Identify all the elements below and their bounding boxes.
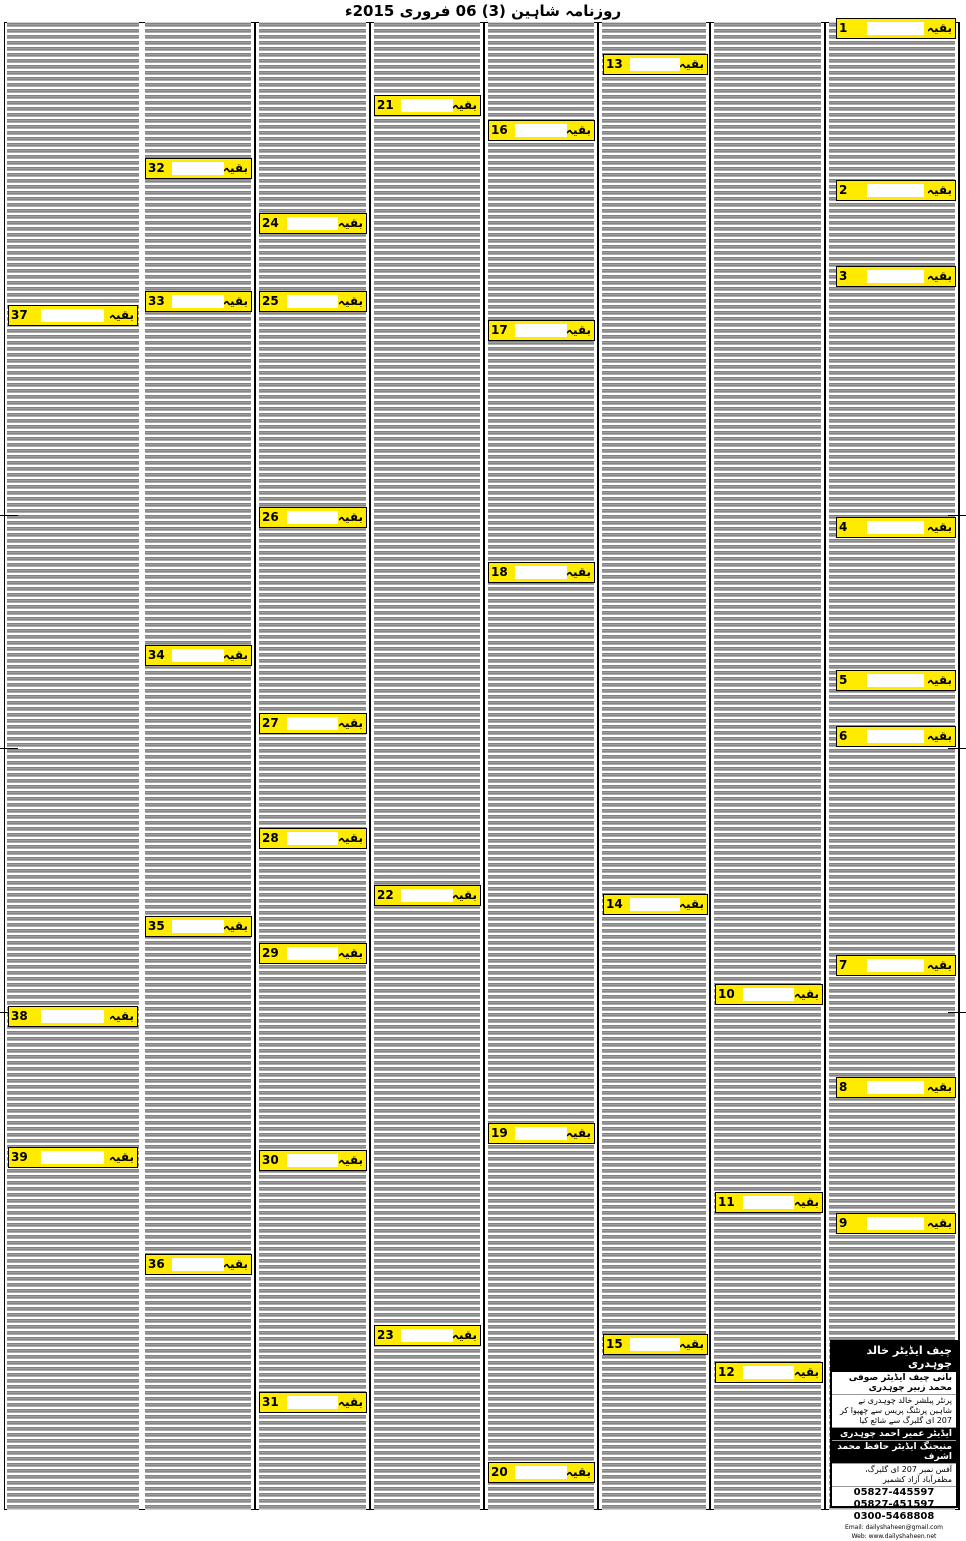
continuation-box: 33 بقیہ	[145, 291, 252, 312]
continuation-box: 24 بقیہ	[259, 213, 367, 234]
continuation-box: 22 بقیہ	[374, 885, 481, 906]
continuation-box: 1 بقیہ	[836, 18, 956, 39]
margin-tick	[0, 515, 18, 516]
phone-3: 0300-5468808	[853, 1511, 935, 1522]
phone-2: 05827-451597	[853, 1499, 935, 1510]
continuation-box: 3 بقیہ	[836, 266, 956, 287]
continuation-box: 14 بقیہ	[603, 894, 708, 915]
column-7	[142, 22, 256, 1510]
email: Email: dailyshaheen@gmail.com	[845, 1524, 943, 1531]
continuation-box: 38 بقیہ	[8, 1006, 138, 1027]
continuation-box: 8 بقیہ	[836, 1077, 956, 1098]
column-3	[599, 22, 711, 1510]
continuation-box: 28 بقیہ	[259, 828, 367, 849]
continuation-box: 5 بقیہ	[836, 670, 956, 691]
margin-tick	[948, 1012, 966, 1013]
continuation-box: 7 بقیہ	[836, 955, 956, 976]
continuation-box: 35 بقیہ	[145, 916, 252, 937]
continuation-box: 34 بقیہ	[145, 645, 252, 666]
continuation-box: 12 بقیہ	[715, 1362, 823, 1383]
publisher-address: پرنٹر پبلشر خالد چوہدری نے شاہین پرنٹنگ پریس سے چھپوا کر 207 ای گلبرگ سے شائع کیا	[832, 1395, 956, 1428]
founder-line: بانی چیف ایڈیٹر صوفی محمد زبیر چوہدری	[832, 1372, 956, 1395]
continuation-box: 6 بقیہ	[836, 726, 956, 747]
editor: ایڈیٹر عمیر احمد چوہدری	[832, 1428, 956, 1441]
masthead	[0, 0, 966, 22]
managing-editor: منیجنگ ایڈیٹر حافظ محمد اشرف	[832, 1441, 956, 1464]
continuation-box: 23 بقیہ	[374, 1325, 481, 1346]
continuation-box: 31 بقیہ	[259, 1392, 367, 1413]
continuation-box: 39 بقیہ	[8, 1147, 138, 1168]
masthead-text: روزنامہ شاہین (3) 06 فروری 2015ء	[344, 2, 622, 20]
continuation-box: 18 بقیہ	[488, 562, 595, 583]
continuation-box: 2 بقیہ	[836, 180, 956, 201]
continuation-box: 16 بقیہ	[488, 120, 595, 141]
continuation-box: 4 بقیہ	[836, 517, 956, 538]
margin-tick	[0, 748, 18, 749]
imprint-box	[830, 1340, 958, 1540]
margin-tick	[948, 515, 966, 516]
office-address: آفس نمبر 207 ای گلبرگ، مظفرآباد آزاد کشمیر	[832, 1464, 956, 1487]
margin-tick	[948, 748, 966, 749]
column-5	[371, 22, 485, 1510]
continuation-box: 36 بقیہ	[145, 1254, 252, 1275]
continuation-box: 11 بقیہ	[715, 1192, 823, 1213]
column-4	[485, 22, 599, 1510]
continuation-box: 32 بقیہ	[145, 158, 252, 179]
column-1	[826, 22, 960, 1510]
continuation-box: 19 بقیہ	[488, 1123, 595, 1144]
column-2	[711, 22, 826, 1510]
continuation-box: 30 بقیہ	[259, 1150, 367, 1171]
continuation-box: 13 بقیہ	[603, 54, 708, 75]
continuation-box: 10 بقیہ	[715, 984, 823, 1005]
column-6	[256, 22, 371, 1510]
continuation-box: 15 بقیہ	[603, 1334, 708, 1355]
website: Web: www.dailyshaheen.net	[851, 1533, 937, 1540]
continuation-box: 25 بقیہ	[259, 291, 367, 312]
chief-editor: چیف ایڈیٹر خالد چوہدری	[832, 1342, 956, 1372]
continuation-box: 21 بقیہ	[374, 95, 481, 116]
continuation-box: 37 بقیہ	[8, 305, 138, 326]
continuation-box: 9 بقیہ	[836, 1213, 956, 1234]
continuation-box: 26 بقیہ	[259, 507, 367, 528]
phone-1: 05827-445597	[853, 1487, 935, 1498]
continuation-box: 17 بقیہ	[488, 320, 595, 341]
continuation-box: 20 بقیہ	[488, 1462, 595, 1483]
continuation-box: 27 بقیہ	[259, 713, 367, 734]
column-8	[4, 22, 142, 1510]
continuation-box: 29 بقیہ	[259, 943, 367, 964]
